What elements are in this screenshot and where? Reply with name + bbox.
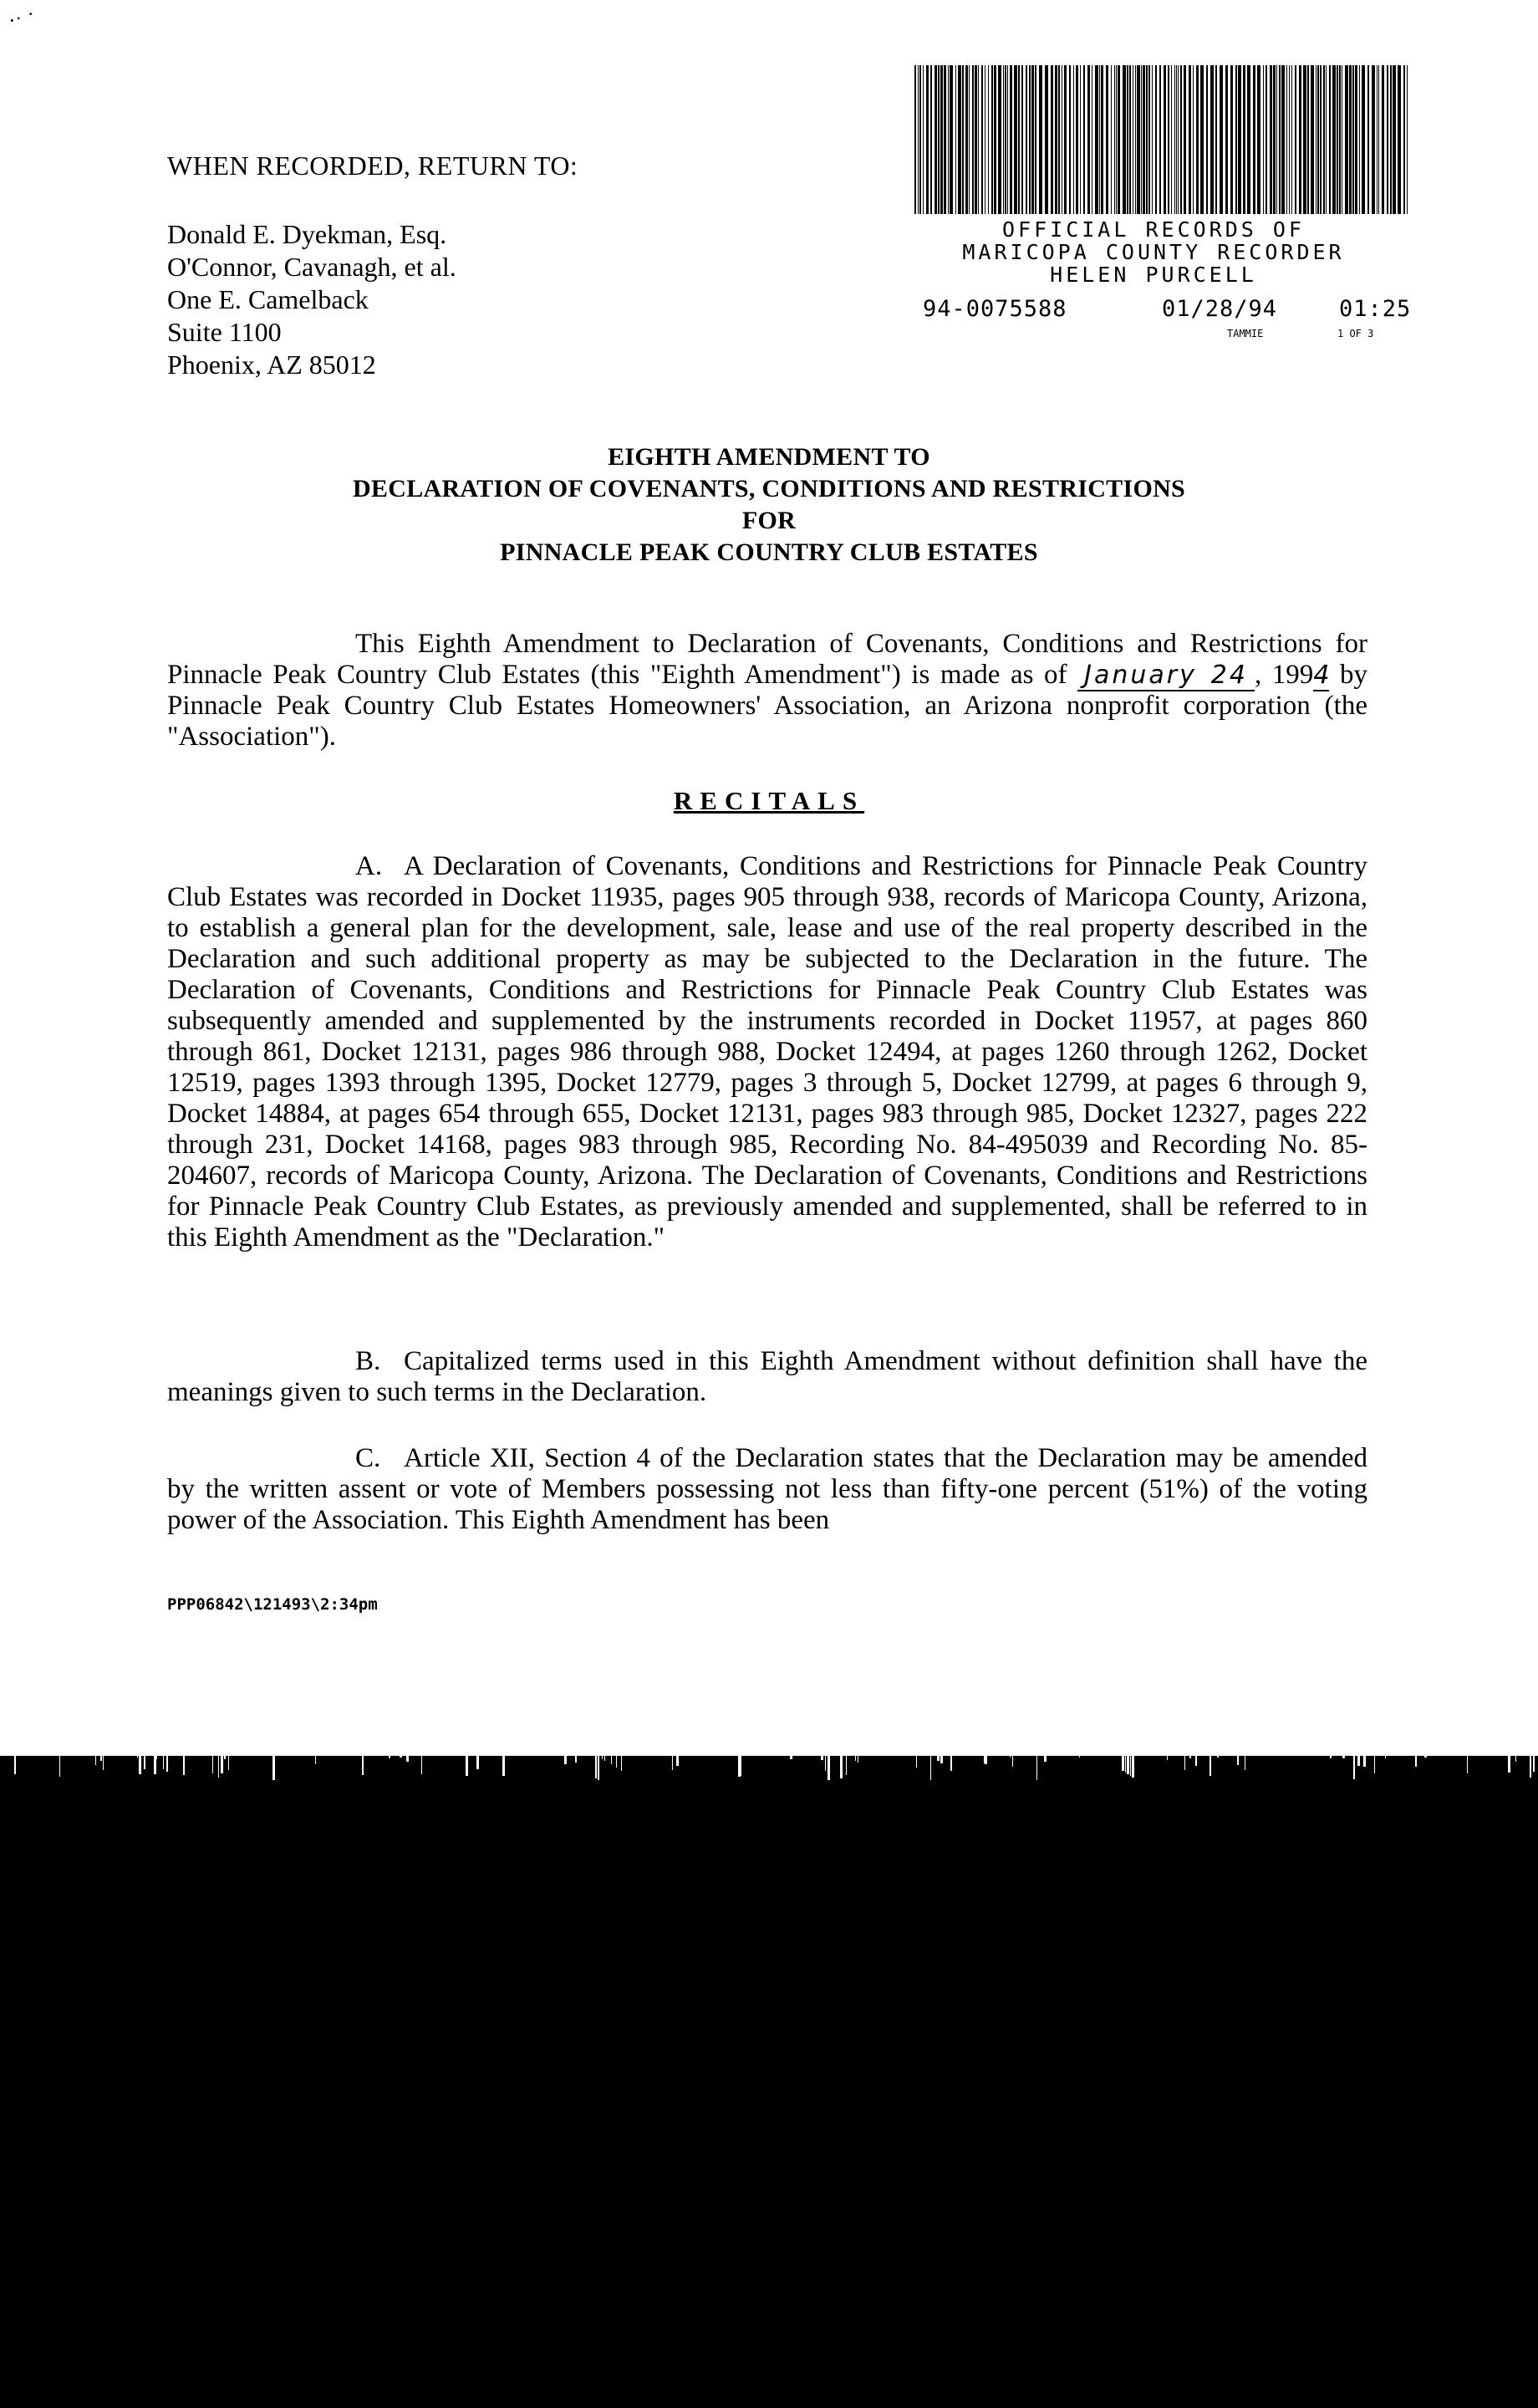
scan-noise-mark: [1508, 1756, 1510, 1773]
barcode-bar: [1155, 65, 1157, 214]
recorder-page-of: 1 OF 3: [1337, 328, 1374, 339]
barcode-bar: [1403, 65, 1405, 214]
barcode-bar: [1058, 65, 1060, 214]
barcode-bar: [1382, 65, 1384, 214]
return-address-block: [167, 150, 752, 381]
scan-noise-mark: [1353, 1756, 1355, 1779]
intro-paragraph: [167, 629, 1367, 752]
barcode-bar: [981, 65, 983, 214]
recital-a-label: A.: [355, 851, 383, 881]
scan-noise-mark: [1515, 1756, 1516, 1762]
scan-noise-mark: [163, 1756, 164, 1769]
barcode-bar: [1007, 65, 1008, 214]
scan-noise-mark: [1132, 1756, 1134, 1778]
recital-b: [167, 1346, 1367, 1408]
scan-noise-mark: [400, 1756, 402, 1758]
recorder-line-3: HELEN PURCELL: [1050, 263, 1257, 287]
barcode-bar: [1291, 65, 1292, 214]
scan-noise-mark: [1130, 1756, 1131, 1776]
barcode-bar: [1168, 65, 1169, 214]
scan-noise-mark: [155, 1756, 157, 1759]
scan-noise-mark: [1036, 1756, 1037, 1780]
barcode-bar: [975, 65, 977, 214]
scan-noise-mark: [1195, 1756, 1197, 1766]
barcode-bar: [1174, 65, 1175, 214]
barcode-bar: [926, 65, 929, 214]
document-title: [0, 441, 1538, 569]
barcode-bar: [1118, 65, 1120, 214]
scan-noise-mark: [1374, 1756, 1375, 1773]
recording-date: 01/28/94: [1162, 296, 1278, 322]
barcode-bar: [1003, 65, 1004, 214]
barcode-bar: [1349, 65, 1352, 214]
barcode-bar: [1055, 65, 1057, 214]
recital-b-text: Capitalized terms used in this Eighth Amendment without definition shall have the meanings given to such terms in the Declaration.: [167, 1346, 1367, 1407]
scan-noise-mark: [1533, 1756, 1535, 1772]
barcode-bar: [1135, 65, 1136, 214]
return-line-street: One E. Camelback: [167, 284, 369, 314]
barcode-bar: [1095, 65, 1098, 214]
document-footer-code: PPP06842\121493\2:34pm: [167, 1595, 378, 1614]
barcode-bar: [978, 65, 979, 214]
barcode-bar: [1393, 65, 1396, 214]
barcode-bar: [1243, 65, 1245, 214]
scan-noise-mark: [916, 1756, 917, 1768]
barcode-bar: [1039, 65, 1042, 214]
year-prefix: , 199: [1254, 660, 1314, 690]
scan-noise-mark: [1010, 1756, 1011, 1758]
barcode-bar: [1311, 65, 1314, 214]
barcode-bar: [1372, 65, 1375, 214]
barcode-bar: [1286, 65, 1287, 214]
barcode-bar: [1106, 65, 1108, 214]
scan-noise-mark: [272, 1756, 275, 1780]
barcode-bar: [1111, 65, 1112, 214]
scan-noise-mark: [406, 1756, 409, 1762]
barcode-bar: [1407, 65, 1408, 214]
barcode-bar: [1359, 65, 1360, 214]
scan-noise-mark: [937, 1756, 940, 1761]
barcode-bar: [965, 65, 968, 214]
scan-noise-mark: [389, 1756, 390, 1758]
barcode-bar: [962, 65, 964, 214]
barcode-bar: [988, 65, 989, 214]
barcode-bar: [1010, 65, 1012, 214]
return-heading: WHEN RECORDED, RETURN TO:: [167, 150, 578, 181]
barcode-bar: [1137, 65, 1140, 214]
barcode-bar: [1225, 65, 1228, 214]
scan-noise-mark: [1530, 1756, 1531, 1778]
barcode-bar: [1152, 65, 1153, 214]
barcode-bar: [1390, 65, 1392, 214]
barcode-bar: [1051, 65, 1053, 214]
title-line-3: FOR: [741, 507, 797, 534]
barcode-bar: [1178, 65, 1179, 214]
scan-noise-mark: [950, 1756, 952, 1771]
scan-noise-mark: [598, 1756, 599, 1780]
barcode-bar: [918, 65, 919, 214]
barcode-bar: [1299, 65, 1301, 214]
barcode-bar: [1257, 65, 1260, 214]
scan-noise-mark: [1012, 1756, 1013, 1767]
barcode-bar: [1146, 65, 1148, 214]
scan-noise-mark: [616, 1756, 617, 1768]
barcode-bar: [1352, 65, 1354, 214]
scan-noise-mark: [985, 1756, 987, 1764]
barcode-bar: [948, 65, 949, 214]
recital-b-label: B.: [355, 1346, 381, 1376]
barcode-bar: [1069, 65, 1071, 214]
scan-noise-mark: [1217, 1756, 1219, 1758]
barcode-bar: [1184, 65, 1186, 214]
scan-noise-mark: [855, 1756, 856, 1761]
barcode-bar: [1276, 65, 1277, 214]
barcode-bar: [1377, 65, 1378, 214]
barcode-bar: [1398, 65, 1401, 214]
scan-noise-mark: [502, 1756, 505, 1776]
scan-noise-mark: [1415, 1756, 1417, 1767]
barcode-bar: [955, 65, 956, 214]
recital-a: [167, 851, 1367, 1253]
scan-noise-mark: [611, 1756, 612, 1764]
intro-text-before: This Eighth Amendment to Declaration of Covenants, Conditions and Restrictions for Pinnacle Peak Country Club Estates (this "Eighth Amendment") is made as of: [167, 629, 1367, 690]
title-line-2: DECLARATION OF COVENANTS, CONDITIONS AND RESTRICTIONS: [352, 475, 1186, 503]
barcode-bar: [1143, 65, 1145, 214]
barcode-bar: [1253, 65, 1255, 214]
return-line-suite: Suite 1100: [167, 317, 282, 347]
scan-noise-mark: [1363, 1756, 1366, 1767]
scan-noise-mark: [1467, 1756, 1468, 1773]
barcode-bar: [1087, 65, 1090, 214]
barcode-bar: [1171, 65, 1172, 214]
barcode-bar: [1176, 65, 1177, 214]
scan-noise-mark: [1424, 1756, 1427, 1758]
scan-noise-mark: [421, 1756, 422, 1774]
barcode-bar: [914, 65, 916, 214]
barcode-bar: [1045, 65, 1048, 214]
barcode-bar: [1279, 65, 1281, 214]
barcode-bar: [950, 65, 953, 214]
barcode-bar: [958, 65, 961, 214]
scan-noise-mark: [1385, 1756, 1386, 1758]
barcode-bar: [1189, 65, 1191, 214]
recorder-stamp: [911, 65, 1413, 343]
barcode-image: [914, 65, 1409, 214]
title-line-4: PINNACLE PEAK COUNTRY CLUB ESTATES: [500, 538, 1038, 566]
barcode-bar: [1123, 65, 1126, 214]
barcode-bar: [1362, 65, 1365, 214]
scan-noise-mark: [14, 1756, 16, 1774]
scan-noise-mark: [1044, 1756, 1047, 1762]
barcode-bar: [1270, 65, 1272, 214]
intro-text-after: by Pinnacle Peak Country Club Estates Homeowners' Association, an Arizona nonprofit corporation (the "Association").: [167, 660, 1368, 752]
barcode-bar: [1281, 65, 1285, 214]
scan-noise-mark: [315, 1756, 316, 1764]
recorder-clerk: TAMMIE: [1227, 328, 1264, 339]
barcode-bar: [1235, 65, 1237, 214]
barcode-bar: [938, 65, 940, 214]
barcode-bar: [1159, 65, 1161, 214]
barcode-bar: [1206, 65, 1208, 214]
barcode-bar: [998, 65, 1001, 214]
title-line-1: EIGHTH AMENDMENT TO: [608, 443, 930, 471]
barcode-bar: [1076, 65, 1078, 214]
barcode-bar: [1164, 65, 1166, 214]
scan-noise-mark: [1184, 1756, 1185, 1770]
recorder-line-1: OFFICIAL RECORDS OF: [1002, 217, 1305, 242]
barcode-bar: [1021, 65, 1023, 214]
scan-noise-mark: [212, 1756, 213, 1773]
recording-time: 01:25: [1339, 296, 1412, 322]
barcode-bar: [1332, 65, 1336, 214]
barcode-bar: [1080, 65, 1081, 214]
scan-noise-mark: [1167, 1756, 1168, 1760]
barcode-bar: [1035, 65, 1036, 214]
barcode-bar: [1220, 65, 1223, 214]
recital-c: [167, 1443, 1367, 1536]
scan-noise-mark: [564, 1756, 567, 1764]
scan-noise-mark: [1125, 1756, 1126, 1773]
barcode-bar: [919, 65, 921, 214]
barcode-bar: [991, 65, 993, 214]
barcode-bar: [1247, 65, 1250, 214]
scan-noise-mark: [224, 1756, 226, 1759]
barcode-bar: [1326, 65, 1327, 214]
scan-noise-mark: [621, 1756, 622, 1771]
barcode-bar: [972, 65, 974, 214]
barcode-bar: [1064, 65, 1067, 214]
barcode-bar: [1129, 65, 1131, 214]
barcode-bar: [1317, 65, 1319, 214]
barcode-bar: [1303, 65, 1306, 214]
scan-noise-mark: [1237, 1756, 1239, 1765]
barcode-bar: [940, 65, 943, 214]
scan-noise-mark: [846, 1756, 847, 1775]
scan-noise-mark: [790, 1756, 792, 1759]
scan-noise-mark: [575, 1756, 577, 1763]
barcode-bar: [1266, 65, 1267, 214]
barcode-bar: [1073, 65, 1074, 214]
barcode-bar: [994, 65, 996, 214]
barcode-bar: [1339, 65, 1341, 214]
scan-noise-mark: [137, 1756, 138, 1758]
scan-noise-mark: [1210, 1756, 1211, 1776]
barcode-bar: [1238, 65, 1241, 214]
barcode-bar: [930, 65, 932, 214]
barcode-bar: [1320, 65, 1322, 214]
barcode-bar: [1367, 65, 1369, 214]
barcode-bar: [1295, 65, 1296, 214]
scan-noise-mark: [1357, 1756, 1360, 1766]
scan-noise-mark: [218, 1756, 219, 1778]
scan-noise-mark: [930, 1756, 931, 1780]
recorder-clerk-row: [911, 328, 1413, 343]
recital-c-text: Article XII, Section 4 of the Declaration states that the Declaration may be amended by the written assent or vote of Members possessing not less than fifty-one percent (51%) of the voting power of the Association. This Eighth Amendment has been: [167, 1443, 1367, 1535]
barcode-bar: [1018, 65, 1020, 214]
barcode-bar: [935, 65, 937, 214]
recorder-heading: [928, 218, 1379, 286]
scan-noise-mark: [738, 1756, 741, 1777]
barcode-bar: [1101, 65, 1103, 214]
barcode-bar: [1180, 65, 1182, 214]
barcode-bar: [1378, 65, 1379, 214]
barcode-bar: [1127, 65, 1128, 214]
scan-noise-mark: [940, 1756, 943, 1763]
scan-noise-mark: [362, 1756, 364, 1775]
barcode-bar: [1031, 65, 1034, 214]
scan-noise-mark: [139, 1756, 140, 1774]
recording-number: 94-0075588: [923, 296, 1067, 322]
barcode-bar: [1307, 65, 1309, 214]
barcode-bar: [1210, 65, 1214, 214]
barcode-bar: [1215, 65, 1217, 214]
scan-noise-mark: [1342, 1756, 1345, 1758]
barcode-bar: [1329, 65, 1331, 214]
scan-noise-mark: [466, 1756, 468, 1776]
scan-noise-mark: [476, 1756, 479, 1769]
barcode-bar: [1387, 65, 1388, 214]
scan-noise-mark: [821, 1756, 823, 1760]
barcode-bar: [923, 65, 924, 214]
recorder-numbers: [911, 296, 1413, 324]
scan-noise-mark: [95, 1756, 96, 1765]
scan-noise-strip: [0, 1756, 1538, 1789]
scan-noise-mark: [1079, 1756, 1080, 1758]
barcode-bar: [1273, 65, 1276, 214]
barcode-bar: [1345, 65, 1348, 214]
barcode-bar: [1014, 65, 1017, 214]
scan-noise-mark: [828, 1756, 830, 1780]
barcode-bar: [1148, 65, 1150, 214]
barcode-bar: [1114, 65, 1115, 214]
scan-noise-mark: [602, 1756, 603, 1759]
return-line-name: Donald E. Dyekman, Esq.: [167, 219, 447, 249]
scan-noise-mark: [676, 1756, 679, 1766]
scan-noise-mark: [59, 1756, 60, 1777]
scan-noise-mark: [183, 1756, 185, 1775]
return-line-city: Phoenix, AZ 85012: [167, 349, 376, 380]
scan-noise-mark: [1127, 1756, 1129, 1774]
recital-a-text: A Declaration of Covenants, Conditions and Restrictions for Pinnacle Peak Country Club Estates was recorded in Docket 11935, pages 905 through 938, records of Maricopa County, Arizona, to establish a general plan for the development, sale, lease and use of the real property described in the Declaration and such additional property as may be subjected to the Declaration in the future. The Declaration of Covenants, Conditions and Restrictions for Pinnacle Peak Country Club Estates was subsequently amended and supplemented by the instruments recorded in Docket 11957, at pages 860 through 861, Docket 12131, pages 986 through 988, Docket 12494, at pages 1260 through 1262, Docket 12519, pages 1393 through 1395, Docket 12779, pages 3 through 5, Docket 12799, at pages 6 through 9, Docket 14884, at pages 654 through 655, Docket 12131, pages 983 through 985, Docket 12327, pages 222 through 231, Docket 14168, pages 983 through 985, Recording No. 84-495039 and Recording No. 85-204607, records of Maricopa County, Arizona. The Declaration of Covenants, Conditions and Restrictions for Pinnacle Peak Country Club Estates, as previously amended and supplemented, shall be referred to in this Eighth Amendment as the "Declaration.": [167, 851, 1367, 1252]
scan-noise-mark: [103, 1756, 104, 1770]
barcode-bar: [1337, 65, 1338, 214]
recorder-line-2: MARICOPA COUNTY RECORDER: [962, 240, 1345, 264]
barcode-bar: [1263, 65, 1264, 214]
barcode-bar: [969, 65, 970, 214]
scan-speckle: ·ˑ ˙: [8, 8, 35, 33]
barcode-bar: [1230, 65, 1233, 214]
barcode-bar: [1005, 65, 1006, 214]
barcode-bar: [1026, 65, 1027, 214]
barcode-bar: [1141, 65, 1142, 214]
scan-noise-mark: [595, 1756, 597, 1778]
handwritten-year: 4: [1313, 661, 1330, 690]
barcode-bar: [1193, 65, 1194, 214]
scan-noise-mark: [1330, 1756, 1332, 1758]
scan-noise-mark: [825, 1756, 826, 1771]
barcode-bar: [1083, 65, 1085, 214]
scan-noise-mark: [100, 1756, 102, 1761]
barcode-bar: [1029, 65, 1031, 214]
barcode-bar: [1355, 65, 1357, 214]
barcode-bar: [1196, 65, 1199, 214]
return-line-firm: O'Connor, Cavanagh, et al.: [167, 252, 456, 282]
scan-noise-mark: [672, 1756, 673, 1770]
scan-black-margin: [0, 1756, 1538, 2408]
scan-noise-mark: [840, 1756, 843, 1778]
barcode-bar: [1116, 65, 1117, 214]
barcode-bar: [1200, 65, 1204, 214]
barcode-bar: [1323, 65, 1325, 214]
barcode-bar: [1289, 65, 1290, 214]
barcode-bar: [944, 65, 946, 214]
scan-noise-mark: [166, 1756, 168, 1772]
scan-noise-mark: [1189, 1756, 1191, 1758]
handwritten-date: January 24: [1077, 661, 1255, 691]
scan-noise-mark: [1122, 1756, 1124, 1771]
scan-noise-mark: [221, 1756, 223, 1773]
scan-noise-mark: [144, 1756, 145, 1769]
barcode-bar: [1099, 65, 1100, 214]
recital-c-label: C.: [355, 1443, 381, 1473]
recitals-heading: RECITALS: [673, 786, 865, 815]
scan-noise-mark: [604, 1756, 605, 1761]
scan-noise-mark: [228, 1756, 229, 1770]
